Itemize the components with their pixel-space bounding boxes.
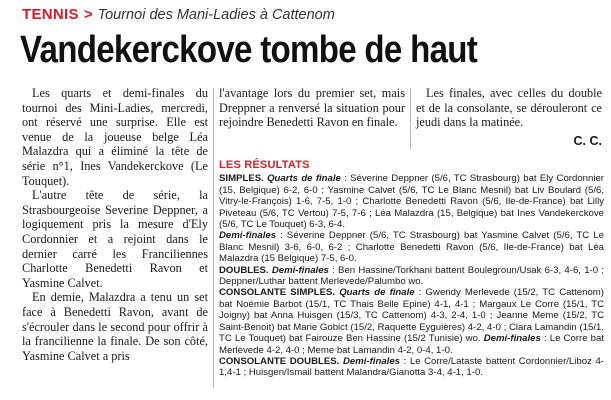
paragraph: L'autre tête de série, la Strasbourgeoise Severine Deppner, a logiquement pris la mesure d'Ely Cordonnier et a rejoint dans le dernier carré les Franciliennes Charlotte Benedetti Ravon et Yasmine Calvet. [22, 188, 208, 290]
category-label: CONSOLANTE DOUBLES. [219, 355, 340, 367]
results-text: : Séverine Deppner (5/6, TC Strasbourg) bat Yasmine Calvet (5/6, TC Le Blanc Mesnil) 3-6, 6-0, 6-2 ; Charlotte Benedetti Ravon (5/6, Ile-de-France) bat Léa Malazdra (15 Belgique) 7-5, 6-0. [219, 230, 604, 265]
kicker-separator: > [83, 6, 93, 23]
results-text: : Ben Hassine/Torkhani battent Boulegroun/Usak 6-3, 4-6, 1-0 ; Deppner/Luthar battent Merlevede/Palumbo wo. [219, 264, 604, 288]
body-column-1 [22, 86, 208, 363]
round-label: Demi-finales [342, 355, 400, 367]
paragraph: Les quarts et demi-finales du tournoi des Mini-Ladies, mercredi, ont réservé une surprise. Elle est venue de la joueuse belge Léa Malazdra qui a éliminé la tête de série n°1, Ines Vandekerckove (Le Touquet). [22, 86, 208, 188]
results-text: : Le Corre bat Merlevede 4-2, 4-0 ; Meme bat Lamandin 4-2, 0-4, 1-0. [219, 333, 605, 356]
body-column-2 [219, 86, 405, 130]
results-consolante-simples [219, 287, 604, 355]
kicker [22, 6, 335, 26]
paragraph: l'avantage lors du premier set, mais Dreppner a renversé la situation pour rejoindre Benedetti Ravon en finale. [219, 86, 405, 130]
results-title: LES RÉSULTATS [219, 159, 310, 171]
headline: Vandekerckove tombe de haut [20, 29, 478, 71]
round-label: Demi-finales [219, 230, 277, 242]
results-simples [219, 173, 604, 264]
results-text: : Séverine Deppner (5/6, TC Strasbourg) bat Ely Cordonnier (15, Belgique) 6-2, 6-0 ; Yasmine Calvet (5/6, TC Le Blanc Mesnil) bat Liv Boulard (5/6, Vitry-le-François) 1-6, 7-5, 1-0 ; Charlotte Benedetti Ravon (5/6, Ile-de-France) bat Lilly Piveteau (5/6, TC Vertou) 7-5, 7-6 ; Léa Malazdra (15, Belgique) bat Ines Vandekerckove (5/6, TC Le Touquet) 6-3, 6-4. [219, 173, 604, 231]
kicker-subtitle: Tournoi des Mani-Ladies à Cattenom [97, 7, 335, 23]
round-label: Quarts de finale [339, 287, 415, 299]
category-label: DOUBLES. [219, 264, 269, 276]
results-text: : Le Corre/Lataste battent Cordonnier/Liboz 4-1,4-1 ; Huisgen/Ismail battent Malandra/Gianotta 3-4, 4-1, 1-0. [219, 355, 604, 379]
results-doubles [219, 265, 604, 288]
round-label: Quarts de finale [267, 173, 341, 185]
paragraph: Les finales, avec celles du double et de la consolante, se dérouleront ce jeudi dans la matinée. [416, 86, 602, 130]
results-text: : Gwendy Merlevede (15/2, TC Cattenom) bat Noémie Barbot (15/1, TC Thais Belle Epine) 4-1, 4-1 ; Margaux Le Corre (15/1, TC Joigny) bat Anna Huisgen (15/3, TC Cattenom) 4-3, 2-4, 1-0 ; Jeanne Meme (15/2, TC Saint-Benoit) bat Marie Gobict (15/2, Raquette Eyguières) 4-2, 4-0 ; Clara Lamandin (15/1, TC Le Touquet) bat Fairouze Ben Hassine (15/2 Tunisie) wo. [219, 287, 604, 345]
category-label: SIMPLES. [219, 173, 264, 185]
results-consolante-doubles [219, 356, 604, 379]
paragraph: En demie, Malazdra a tenu un set face à Benedetti Ravon, avant de s'écrouler dans le second pour offrir à la francilienne la finale. De son côté, Yasmine Calvet a pris [22, 290, 208, 363]
kicker-section: TENNIS [22, 6, 79, 23]
results-box [219, 160, 604, 379]
category-label: CONSOLANTE SIMPLES. [219, 287, 336, 299]
round-label: Demi-finales [483, 333, 541, 345]
author-signature: C. C. [573, 134, 602, 148]
column-divider [213, 88, 214, 388]
round-label: Demi-finales [271, 264, 329, 276]
column-divider [410, 88, 411, 150]
body-column-3 [416, 86, 602, 130]
